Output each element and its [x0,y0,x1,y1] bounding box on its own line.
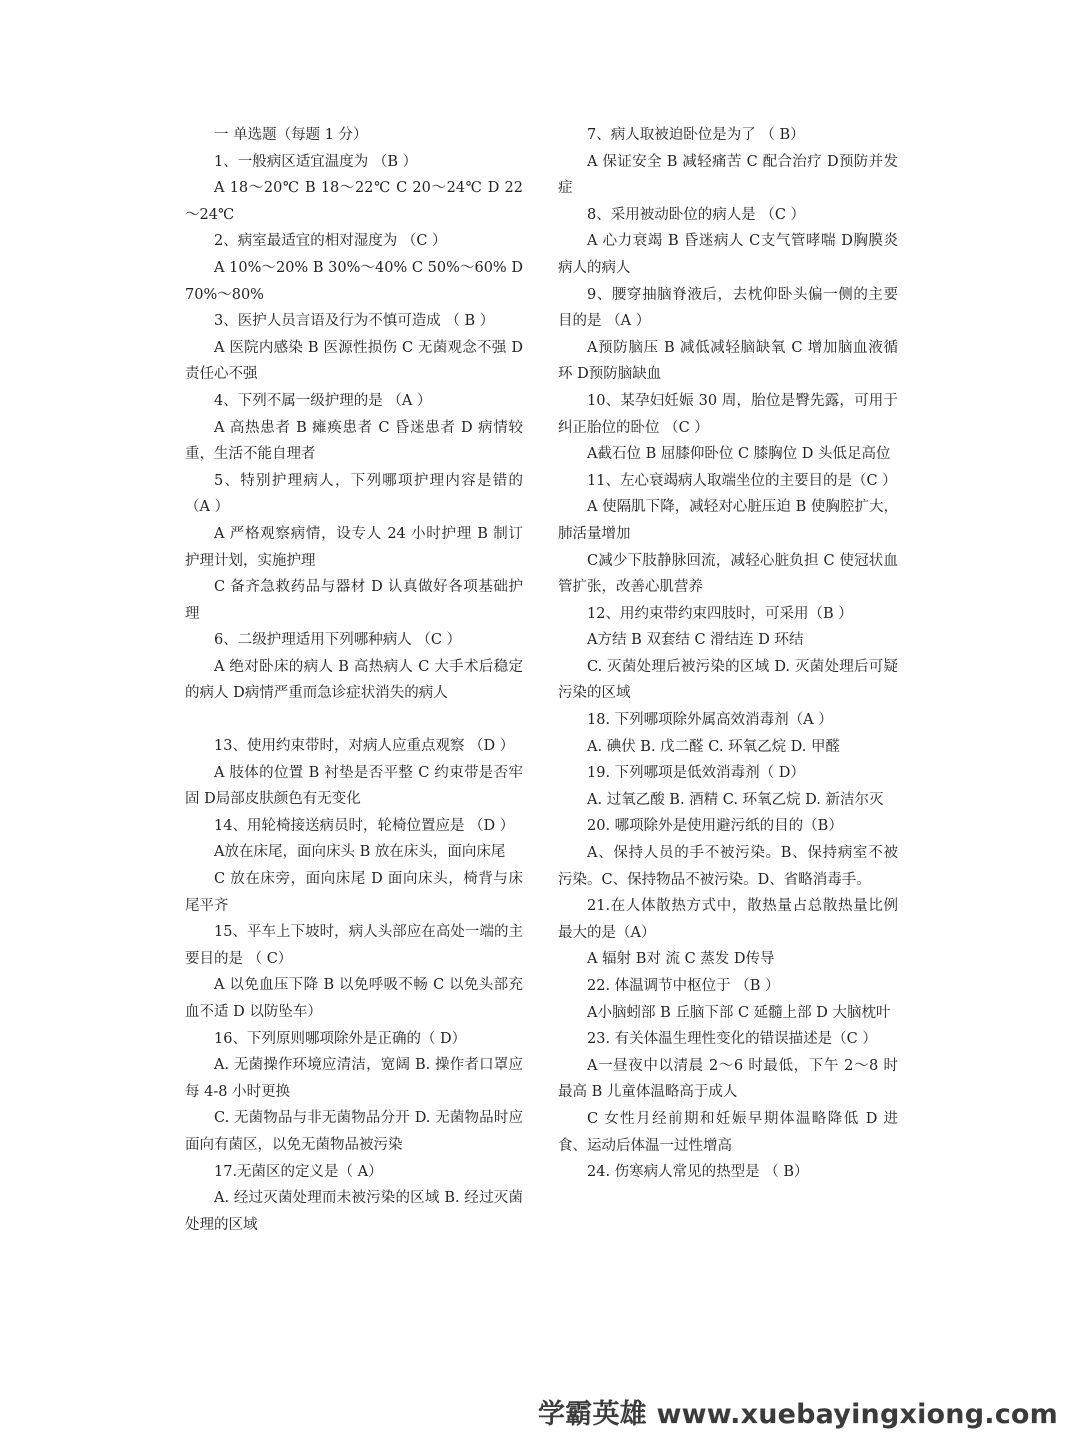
options-23a: A一昼夜中以清晨 2～6 时最低，下午 2～8 时最高 B 儿童体温略高于成人 [558,1057,898,1101]
options-13: A 肢体的位置 B 衬垫是否平整 C 约束带是否牢固 D局部皮肤颜色有无变化 [185,764,523,808]
question-9: 9、腰穿抽脑脊液后，去枕仰卧头偏一侧的主要目的是 （A ） [558,286,898,330]
question-7: 7、病人取被迫卧位是为了 （ B） [587,127,805,143]
question-6: 6、二级护理适用下列哪种病人 （C ） [214,632,462,649]
options-10: A截石位 B 屈膝仰卧位 C 膝胸位 D 头低足高位 [587,446,891,463]
options-22: A小脑蚓部 B 丘脑下部 C 延髓上部 D 大脑枕叶 [587,1004,891,1021]
question-1: 1、一般病区适宜温度为 （B ） [214,153,418,170]
options-5a: A 严格观察病情，设专人 24 小时护理 B 制订护理计划，实施护理 [185,525,523,569]
options-6: A 绝对卧床的病人 B 高热病人 C 大手术后稳定的病人 D病情严重而急诊症状消失的病人 [185,658,523,702]
question-13: 13、使用约束带时，对病人应重点观察 （D ） [214,738,515,755]
question-10: 10、某孕妇妊娠 30 周，胎位是臀先露，可用于纠正胎位的卧位 （C ） [558,392,898,436]
options-21: A 辐射 B对 流 C 蒸发 D传导 [587,951,775,968]
options-11b: C减少下肢静脉回流，减轻心脏负担 C 使冠状血管扩张，改善心肌营养 [558,552,898,596]
question-21: 21.在人体散热方式中，散热量占总散热量比例最大的是（A） [558,898,898,941]
options-19: A. 过氧乙酸 B. 酒精 C. 环氧乙烷 D. 新洁尔灭 [587,791,884,808]
question-11: 11、左心衰竭病人取端坐位的主要目的是（C ） [587,472,897,489]
options-15: A 以免血压下降 B 以免呼吸不畅 C 以免头部充血不适 D 以防坠车） [185,977,523,1020]
options-1: A 18～20℃ B 18～22℃ C 20～24℃ D 22～24℃ [185,180,523,223]
question-5: 5、特别护理病人，下列哪项护理内容是错的（A ） [185,472,523,516]
options-17b: C. 灭菌处理后被污染的区域 D. 灭菌处理后可疑污染的区域 [558,658,898,702]
question-24: 24. 伤寒病人常见的热型是 （ B） [587,1164,809,1181]
spacer [185,707,523,733]
options-3: A 医院内感染 B 医源性损伤 C 无菌观念不强 D 责任心不强 [185,339,523,383]
question-20: 20. 哪项除外是使用避污纸的目的（B） [587,818,843,835]
options-17a: A. 经过灭菌处理而未被污染的区域 B. 经过灭菌处理的区域 [185,1190,523,1233]
options-14a: A放在床尾，面向床头 B 放在床头，面向床尾 [214,844,506,861]
options-16b: C. 无菌物品与非无菌物品分开 D. 无菌物品时应面向有菌区，以免无菌物品被污染 [185,1110,523,1153]
question-3: 3、医护人员言语及行为不慎可造成 （ B ） [214,313,495,330]
options-4: A 高热患者 B 瘫痪患者 C 昏迷患者 D 病情较重，生活不能自理者 [185,419,523,463]
question-4: 4、下列不属一级护理的是 （A ） [214,392,432,409]
question-16: 16、下列原则哪项除外是正确的（ D） [214,1030,467,1047]
options-16a: A. 无菌操作环境应清洁，宽阔 B. 操作者口罩应每 4-8 小时更换 [185,1057,523,1100]
options-7: A 保证安全 B 减轻痛苦 C 配合治疗 D预防并发症 [558,153,898,197]
right-column [558,122,898,1186]
options-14b: C 放在床旁，面向床尾 D 面向床头，椅背与床尾平齐 [185,871,523,914]
question-15: 15、平车上下坡时，病人头部应在高处一端的主要目的是 （ C） [185,924,523,967]
question-22: 22. 体温调节中枢位于 （B ） [587,978,780,994]
options-12: A方结 B 双套结 C 滑结连 D 环结 [587,632,804,649]
question-2: 2、病室最适宜的相对湿度为 （C ） [214,233,447,250]
section-title: 一 单选题（每题 1 分） [214,127,368,143]
options-8: A 心力衰竭 B 昏迷病人 C支气管哮喘 D胸膜炎病人的病人 [558,233,898,276]
question-17: 17.无菌区的定义是（ A） [214,1163,383,1180]
question-19: 19. 下列哪项是低效消毒剂（ D） [587,765,805,782]
options-2: A 10%～20% B 30%～40% C 50%～60% D 70%～80% [185,259,523,303]
options-18: A. 碘伏 B. 戊二醛 C. 环氧乙烷 D. 甲醛 [587,738,841,755]
left-column [185,122,523,1238]
question-12: 12、用约束带约束四肢时，可采用（B ） [587,605,853,622]
options-9: A预防脑压 B 减低减轻脑缺氧 C 增加脑血液循环 D预防脑缺血 [558,339,898,383]
question-23: 23. 有关体温生理性变化的错误描述是（C ） [587,1031,877,1048]
question-14: 14、用轮椅接送病员时，轮椅位置应是 （D ） [214,817,515,834]
options-23b: C 女性月经前期和妊娠早期体温略降低 D 进食、运动后体温一过性增高 [558,1110,898,1154]
options-5b: C 备齐急救药品与器材 D 认真做好各项基础护理 [185,579,523,622]
options-20: A、保持人员的手不被污染。B、保持病室不被污染。C、保持物品不被污染。D、省略消毒手。 [558,845,898,888]
question-18: 18. 下列哪项除外属高效消毒剂（A ） [587,712,833,729]
options-11a: A 使隔肌下降，减轻对心脏压迫 B 使胸腔扩大，肺活量增加 [558,499,898,542]
watermark-brand: 学霸英雄 www.xuebayingxiong.com [538,1399,1058,1430]
question-8: 8、采用被动卧位的病人是 （C ） [587,206,806,223]
